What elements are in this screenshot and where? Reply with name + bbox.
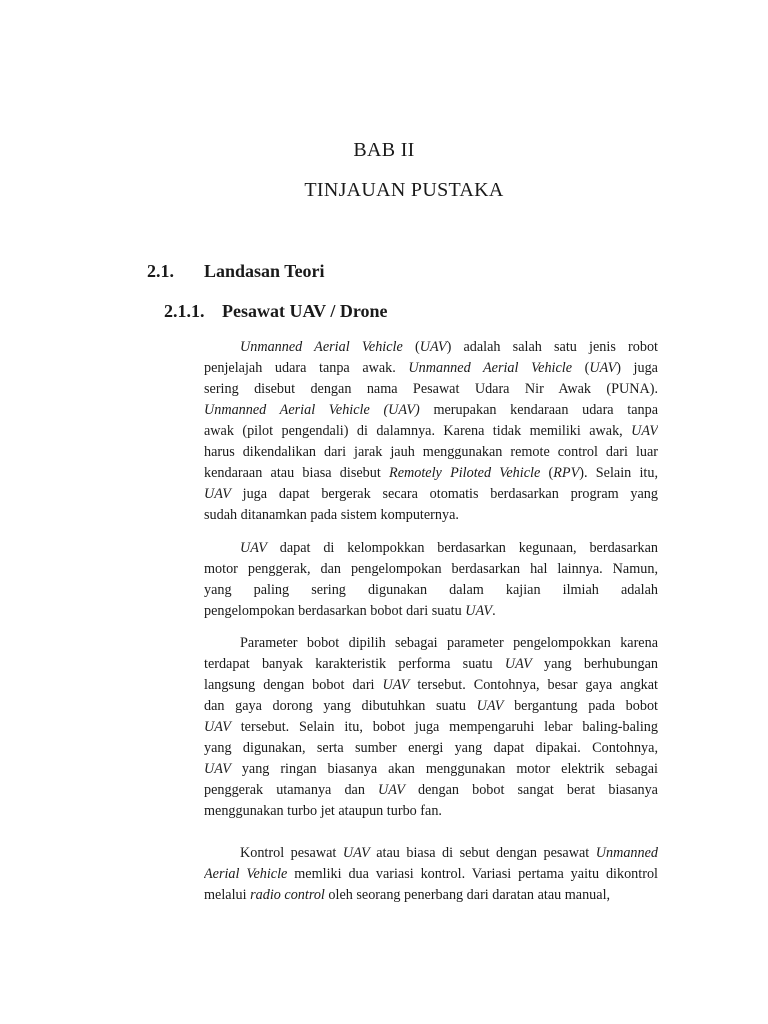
text-run: ) juga	[616, 360, 658, 376]
text-run: tersebut. Selain itu, bobot juga mempengaruhi lebar baling-baling	[230, 719, 658, 735]
paragraph-line	[204, 864, 658, 885]
italic-run: UAV	[419, 339, 447, 355]
italic-run: UAV	[476, 698, 504, 714]
italic-run: UAV	[378, 782, 405, 798]
text-run: penjelajah udara tanpa awak.	[204, 360, 409, 376]
italic-run: Unmanned Aerial Vehicle	[408, 360, 573, 376]
italic-run: UAV	[204, 719, 231, 735]
text-run: menggunakan turbo jet ataupun turbo fan.	[204, 803, 442, 819]
paragraph-line	[204, 633, 658, 654]
text-run: penggerak utamanya dan	[204, 782, 379, 798]
paragraph-line	[204, 442, 658, 463]
italic-run: UAV	[504, 656, 532, 672]
text-run: (	[572, 360, 590, 376]
paragraph-line	[204, 759, 658, 780]
chapter-title: TINJAUAN PUSTAKA	[304, 179, 504, 201]
text-run: pengelompokan berdasarkan bobot dari suatu	[204, 603, 466, 619]
text-run: langsung dengan bobot dari	[204, 677, 383, 693]
text-run: melalui	[204, 887, 251, 903]
text-run: merupakan kendaraan udara tanpa	[419, 402, 658, 418]
italic-run: Aerial Vehicle	[204, 866, 288, 882]
paragraph-line	[204, 843, 658, 864]
paragraph-line	[204, 463, 658, 484]
italic-run: Unmanned Aerial Vehicle (UAV)	[204, 402, 420, 418]
italic-run: UAV	[631, 423, 658, 439]
paragraph-line	[204, 601, 658, 622]
paragraph-line	[204, 337, 658, 358]
italic-run: Unmanned	[595, 845, 658, 861]
text-run: Parameter bobot dipilih sebagai parameter pengelompokkan karena	[240, 635, 658, 651]
paragraph-line	[204, 358, 658, 379]
paragraph-line	[204, 379, 658, 400]
text-run: kendaraan atau biasa disebut	[204, 465, 390, 481]
paragraph-line	[204, 538, 658, 559]
paragraph-line	[204, 484, 658, 505]
paragraph-line	[204, 885, 658, 906]
paragraph-line	[204, 421, 658, 442]
text-run: yang ringan biasanya akan menggunakan motor elektrik sebagai	[230, 761, 658, 777]
italic-run: UAV	[342, 845, 370, 861]
text-run: tersebut. Contohnya, besar gaya angkat	[409, 677, 658, 693]
paragraph-line	[204, 400, 658, 421]
italic-run: RPV	[553, 465, 580, 481]
text-run: atau biasa di sebut dengan pesawat	[369, 845, 596, 861]
paragraph-4	[204, 843, 658, 906]
text-run: ) adalah salah satu jenis robot	[446, 339, 658, 355]
text-run: memliki dua variasi kontrol. Variasi pertama yaitu dikontrol	[287, 866, 658, 882]
text-run: dan gaya dorong yang dibutuhkan suatu	[204, 698, 477, 714]
italic-run: UAV	[204, 761, 231, 777]
italic-run: Unmanned Aerial Vehicle	[240, 339, 403, 355]
text-run: .	[492, 603, 496, 619]
text-run: ). Selain itu,	[579, 465, 658, 481]
text-run: yang berhubungan	[531, 656, 658, 672]
paragraph-line	[204, 801, 658, 822]
italic-run: UAV	[382, 677, 410, 693]
italic-run: radio control	[250, 887, 325, 903]
text-run: (	[402, 339, 420, 355]
paragraph-3	[204, 633, 658, 822]
text-run: harus dikendalikan dari jarak jauh menggunakan remote control dari luar	[204, 444, 658, 460]
paragraph-line	[204, 505, 658, 526]
text-run: dapat di kelompokkan berdasarkan kegunaan, berdasarkan	[266, 540, 658, 556]
paragraph-line	[204, 696, 658, 717]
paragraph-line	[204, 675, 658, 696]
text-run: dengan bobot sangat berat biasanya	[404, 782, 658, 798]
text-run: sudah ditanamkan pada sistem komputernya.	[204, 507, 459, 523]
text-run: terdapat banyak karakteristik performa suatu	[204, 656, 505, 672]
text-run: yang digunakan, serta sumber energi yang dapat dipakai. Contohnya,	[204, 740, 658, 756]
paragraph-line	[204, 738, 658, 759]
italic-run: UAV	[465, 603, 493, 619]
italic-run: Remotely Piloted Vehicle	[389, 465, 541, 481]
italic-run: UAV	[240, 540, 267, 556]
paragraph-line	[204, 780, 658, 801]
chapter-label: BAB II	[353, 139, 415, 161]
paragraph-line	[204, 717, 658, 738]
italic-run: UAV	[204, 486, 231, 502]
text-run: motor penggerak, dan pengelompokan berdasarkan hal lainnya. Namun,	[204, 561, 658, 577]
paragraph-line	[204, 559, 658, 580]
text-run: juga dapat bergerak secara otomatis berdasarkan program yang	[230, 486, 658, 502]
text-run: awak (pilot pengendali) di dalamnya. Karena tidak memiliki awak,	[204, 423, 632, 439]
text-run: oleh seorang penerbang dari daratan atau manual,	[324, 887, 611, 903]
paragraph-line	[204, 580, 658, 601]
italic-run: UAV	[589, 360, 617, 376]
text-run: (	[540, 465, 554, 481]
subsection-number: 2.1.1.	[164, 301, 205, 321]
text-run: sering disebut dengan nama Pesawat Udara Nir Awak (PUNA).	[204, 381, 658, 397]
text-run: yang paling sering digunakan dalam kajian ilmiah adalah	[204, 582, 658, 598]
paragraph-2	[204, 538, 658, 622]
paragraph-line	[204, 654, 658, 675]
section-number: 2.1.	[147, 261, 174, 281]
subsection-title: Pesawat UAV / Drone	[222, 301, 388, 321]
text-run: bergantung pada bobot	[503, 698, 658, 714]
text-run: Kontrol pesawat	[240, 845, 343, 861]
paragraph-1	[204, 337, 658, 526]
section-title: Landasan Teori	[204, 261, 325, 281]
